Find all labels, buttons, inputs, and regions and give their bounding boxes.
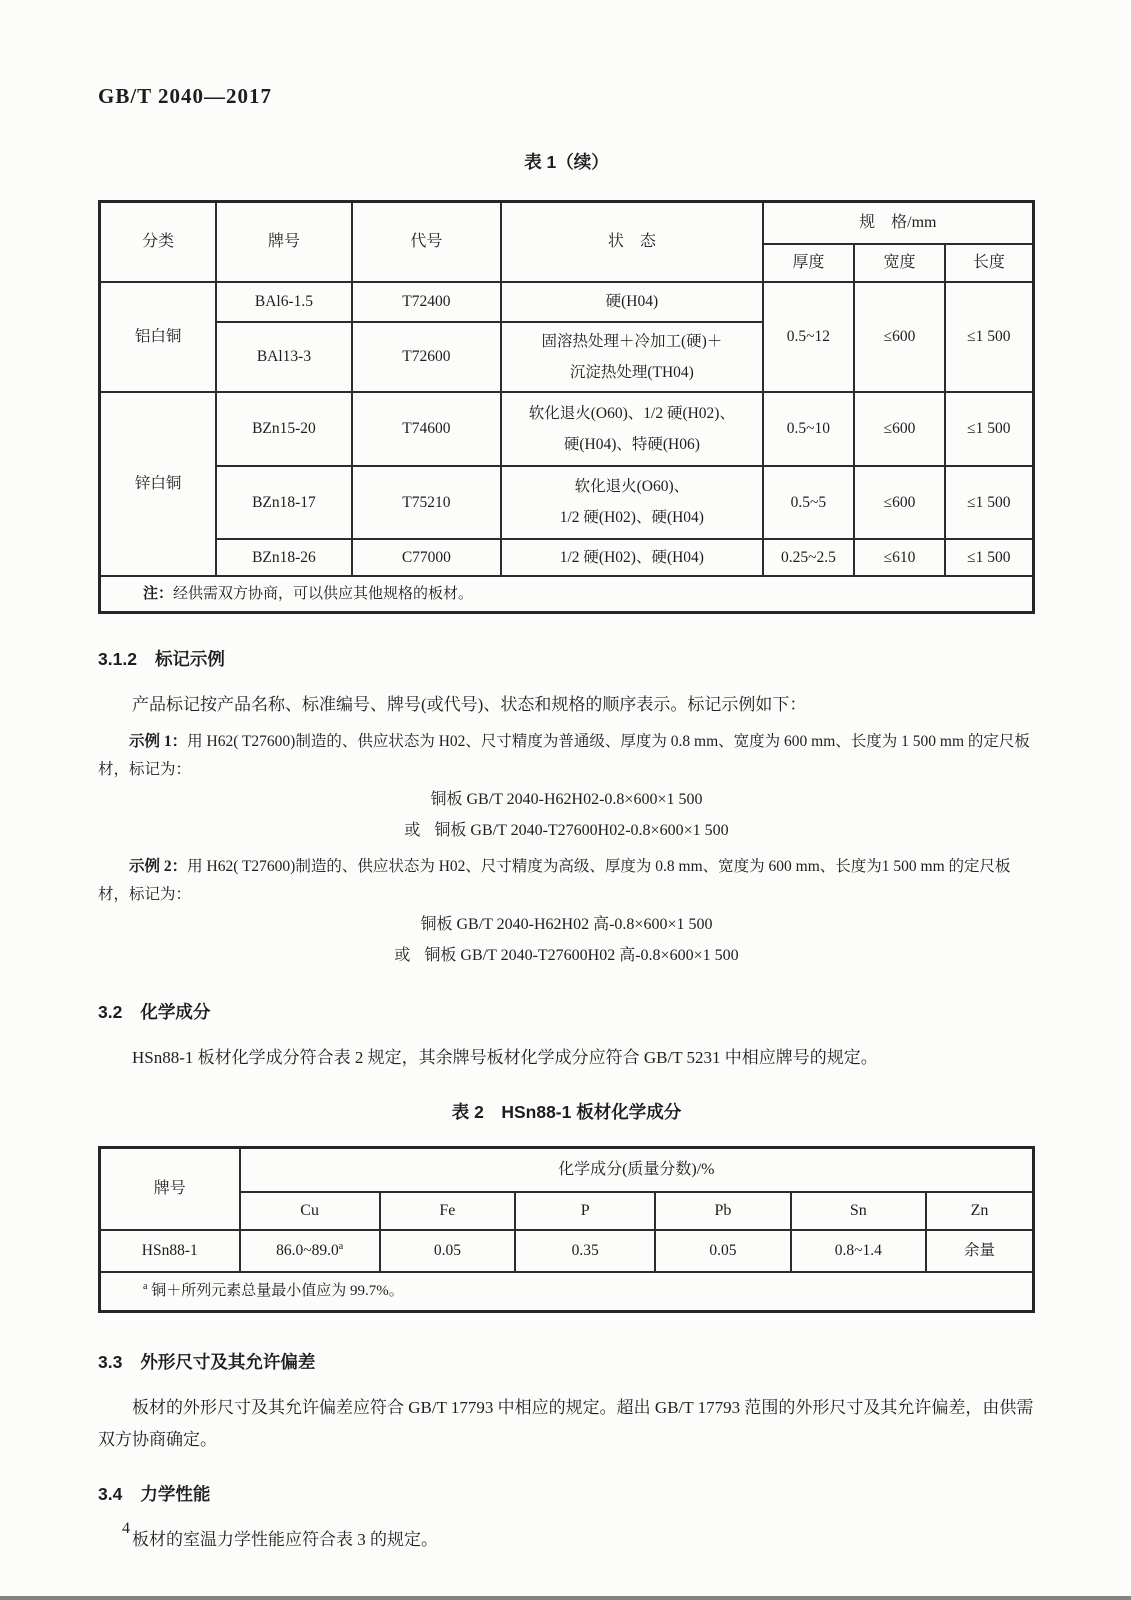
section-heading-3-2 [98, 999, 1035, 1024]
section-heading-3-3 [98, 1349, 1035, 1374]
code-cell: T72600 [352, 322, 501, 392]
header-grade: 牌号 [100, 1148, 240, 1230]
header-p: P [515, 1192, 655, 1230]
section-heading-3-1-2 [98, 646, 1035, 671]
header-grade: 牌号 [216, 202, 351, 282]
code-cell: C77000 [352, 539, 501, 576]
header-category: 分类 [100, 202, 217, 282]
table2-title: 表 2 HSn88-1 板材化学成分 [451, 1102, 682, 1123]
spec-length-cell: ≤1 500 [945, 466, 1034, 539]
section-number: 3.1.2 [98, 648, 137, 669]
header-state: 状 态 [501, 202, 763, 282]
spec-length-cell: ≤1 500 [945, 282, 1034, 392]
spec-thickness-cell: 0.25~2.5 [763, 539, 855, 576]
table-row [100, 539, 1034, 576]
spec-thickness-cell: 0.5~5 [763, 466, 855, 539]
header-sn: Sn [791, 1192, 926, 1230]
example-1-body: 用 H62( T27600)制造的、供应状态为 H02、尺寸精度为普通级、厚度为 0.8 mm、宽度为 600 mm、长度为 1 500 mm 的定尺板材，标记为： [98, 732, 1030, 778]
spec-width-cell: ≤600 [854, 466, 945, 539]
state-line: 硬(H04) [605, 293, 659, 310]
paragraph-dimensions: 板材的外形尺寸及其允许偏差应符合 GB/T 17793 中相应的规定。超出 GB/T 17793 范围的外形尺寸及其允许偏差，由供需双方协商确定。 [98, 1398, 1034, 1449]
spec-width-cell: ≤600 [854, 392, 945, 466]
state-cell [501, 322, 763, 392]
section-title: 化学成分 [140, 1001, 211, 1022]
marking-line-1: 铜板 GB/T 2040-H62H02-0.8×600×1 500 [430, 790, 703, 808]
fe-cell: 0.05 [380, 1230, 515, 1272]
code-cell: T74600 [352, 392, 501, 466]
section-number: 3.3 [98, 1352, 123, 1373]
cu-cell [240, 1230, 380, 1272]
table2-header-row-1 [100, 1148, 1034, 1192]
zn-cell: 余量 [926, 1230, 1033, 1272]
footnote-marker: a [143, 1281, 148, 1293]
state-cell [501, 466, 763, 539]
header-spec: 规 格/mm [763, 202, 1034, 244]
table2-footnote-row [100, 1272, 1034, 1312]
section-title: 标记示例 [154, 648, 225, 669]
marking-line-4 [98, 942, 1035, 971]
state-line: 固溶热处理＋冷加工(硬)＋ [541, 332, 723, 350]
spec-width-cell: ≤610 [854, 539, 945, 576]
header-cu: Cu [240, 1192, 380, 1230]
table-row [100, 392, 1034, 466]
header-pb: Pb [655, 1192, 790, 1230]
example-1-text [98, 728, 1035, 784]
table1-note-row [100, 576, 1034, 613]
grade-cell: BAl13-3 [216, 322, 351, 392]
sn-cell: 0.8~1.4 [791, 1230, 926, 1272]
table2-header-row-2 [100, 1192, 1034, 1230]
example-2-label: 示例 2： [129, 858, 188, 876]
category-cell: 锌白铜 [100, 392, 217, 576]
table2 [98, 1146, 1035, 1313]
header-zn: Zn [926, 1192, 1033, 1230]
state-cell [501, 392, 763, 466]
state-line: 软化退火(O60)、 [574, 478, 690, 495]
code-cell: T72400 [352, 282, 501, 322]
or-label: 或 [394, 946, 411, 964]
example-2-body: 用 H62( T27600)制造的、供应状态为 H02、尺寸精度为高级、厚度为 0.8 mm、宽度为 600 mm、长度为1 500 mm 的定尺板材，标记为： [98, 858, 1011, 904]
section-title: 力学性能 [140, 1484, 211, 1504]
scan-edge [0, 1596, 1131, 1600]
section-title: 外形尺寸及其允许偏差 [140, 1352, 316, 1373]
paragraph-mechanical: 板材的室温力学性能应符合表 3 的规定。 [132, 1530, 438, 1549]
state-line: 硬(H04)、特硬(H06) [563, 435, 700, 453]
marking-line-4-text: 铜板 GB/T 2040-T27600H02 高-0.8×600×1 500 [424, 946, 739, 964]
header-fe: Fe [380, 1192, 515, 1230]
state-line: 1/2 硬(H02)、硬(H04) [559, 548, 704, 566]
footnote-text: 铜＋所列元素总量最小值应为 99.7%。 [151, 1283, 404, 1300]
section-heading-3-4 [98, 1481, 1035, 1506]
spec-thickness-cell: 0.5~10 [763, 392, 855, 466]
table-row [100, 1230, 1034, 1272]
table-row [100, 466, 1034, 539]
spec-width-cell: ≤600 [854, 282, 945, 392]
note-label: 注： [143, 585, 174, 602]
table1 [98, 200, 1035, 614]
table-row [100, 282, 1034, 322]
header-composition: 化学成分(质量分数)/% [240, 1148, 1034, 1192]
category-cell: 铝白铜 [100, 282, 217, 392]
header-width: 宽度 [854, 244, 945, 282]
paragraph-chemical: HSn88-1 板材化学成分符合表 2 规定，其余牌号板材化学成分应符合 GB/T 5231 中相应牌号的规定。 [132, 1047, 878, 1067]
example-2-text [98, 853, 1035, 909]
state-line: 软化退火(O60)、1/2 硬(H02)、 [528, 404, 735, 422]
marking-line-2-text: 铜板 GB/T 2040-T27600H02-0.8×600×1 500 [434, 821, 729, 839]
spec-thickness-cell: 0.5~12 [763, 282, 855, 392]
table1-title: 表 1（续） [524, 152, 609, 172]
table2-footnote [100, 1272, 1034, 1312]
state-line: 1/2 硬(H02)、硬(H04) [559, 509, 704, 526]
standard-number: GB/T 2040—2017 [98, 84, 273, 108]
pb-cell: 0.05 [655, 1230, 790, 1272]
grade-cell: BAl6-1.5 [216, 282, 351, 322]
code-cell: T75210 [352, 466, 501, 539]
cu-value: 86.0~89.0 [276, 1242, 339, 1260]
spec-length-cell: ≤1 500 [945, 539, 1034, 576]
section-number: 3.4 [98, 1484, 123, 1504]
cu-footnote-marker: a [338, 1240, 344, 1252]
grade-cell: BZn15-20 [216, 392, 351, 466]
note-text: 经供需双方协商，可以供应其他规格的板材。 [173, 585, 474, 602]
grade-cell: BZn18-17 [216, 466, 351, 539]
spec-length-cell: ≤1 500 [945, 392, 1034, 466]
p-cell: 0.35 [515, 1230, 655, 1272]
marking-line-3: 铜板 GB/T 2040-H62H02 高-0.8×600×1 500 [420, 916, 713, 934]
state-cell [501, 539, 763, 576]
or-label: 或 [404, 821, 421, 839]
table1-note [100, 576, 1034, 613]
table1-header-row-1 [100, 202, 1034, 244]
example-1-label: 示例 1： [129, 732, 188, 750]
page-number: 4 [122, 1520, 130, 1537]
state-line: 沉淀热处理(TH04) [569, 363, 694, 381]
header-thickness: 厚度 [763, 244, 855, 282]
marking-line-2 [98, 817, 1035, 846]
grade-cell: HSn88-1 [100, 1230, 240, 1272]
header-code: 代号 [352, 202, 501, 282]
paragraph-marking-intro: 产品标记按产品名称、标准编号、牌号(或代号)、状态和规格的顺序表示。标记示例如下： [132, 694, 807, 714]
header-length: 长度 [945, 244, 1034, 282]
section-number: 3.2 [98, 1001, 123, 1022]
grade-cell: BZn18-26 [216, 539, 351, 576]
state-cell [501, 282, 763, 322]
